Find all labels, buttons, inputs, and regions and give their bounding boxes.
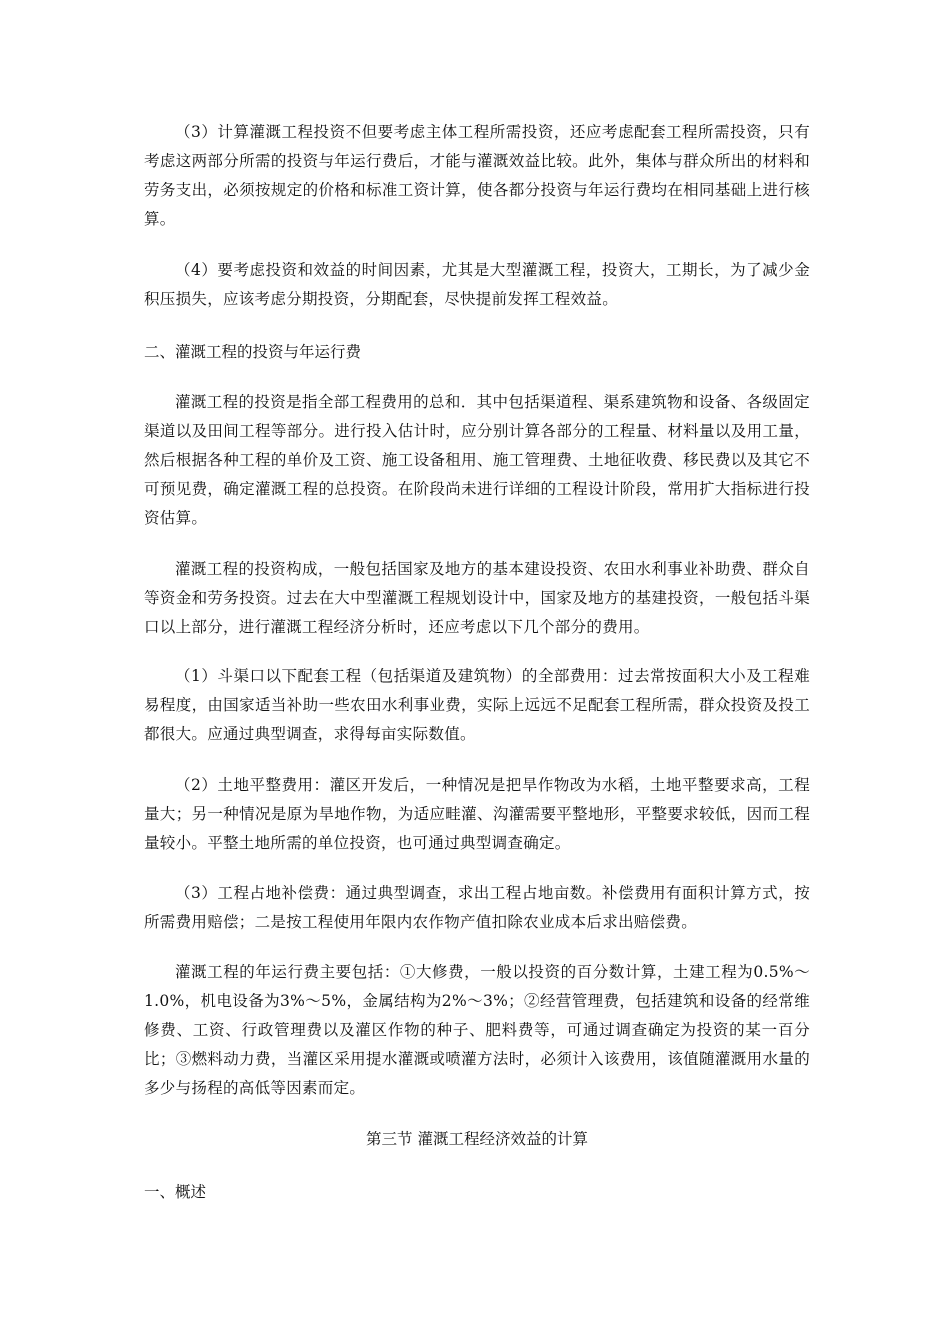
heading-investment-operating-cost: 二、灌溉工程的投资与年运行费	[144, 343, 362, 361]
subheading-overview: 一、概述	[144, 1183, 207, 1201]
paragraph-investment-calc: （3）计算灌溉工程投资不但要考虑主体工程所需投资，还应考虑配套工程所需投资，只有考虑这两部分所需的投资与年运行费后，才能与灌溉效益比较。此外，集体与群众所出的材料和劳务支出，必须按规定的价格和标准工资计算，使各都分投资与年运行费均在相同基础上进行核算。	[144, 123, 810, 228]
paragraph-annual-operating-cost: 灌溉工程的年运行费主要包括：①大修费，一般以投资的百分数计算，土建工程为0.5%～1.0%，机电设备为3%～5%，金属结构为2%～3%；②经营管理费，包括建筑和设备的经常维修费、工资、行政管理费以及灌区作物的种子、肥料费等，可通过调查确定为投资的某一百分比；③燃料动力费，当灌区采用提水灌溉或喷灌方法时，必须计入该费用，该值随灌溉用水量的多少与扬程的高低等因素而定。	[144, 963, 810, 1097]
paragraph-supporting-works: （1）斗渠口以下配套工程（包括渠道及建筑物）的全部费用：过去常按面积大小及工程难易程度，由国家适当补助一些农田水利事业费，实际上远远不足配套工程所需，群众投资及投工都很大。应通过典型调查，求得每亩实际数值。	[144, 667, 810, 743]
paragraph-land-compensation: （3）工程占地补偿费：通过典型调查，求出工程占地亩数。补偿费用有面积计算方式，按所需费用赔偿；二是按工程使用年限内农作物产值扣除农业成本后求出赔偿费。	[144, 884, 810, 931]
paragraph-investment-definition: 灌溉工程的投资是指全部工程费用的总和．其中包括渠道程、渠系建筑物和设备、各级固定渠道以及田间工程等部分。进行投入估计时，应分别计算各部分的工程量、材料量以及用工量，然后根据各种工程的单价及工资、施工设备租用、施工管理费、土地征收费、移民费以及其它不可预见费，确定灌溉工程的总投资。在阶段尚未进行详细的工程设计阶段，常用扩大指标进行投资估算。	[144, 393, 810, 527]
paragraph-time-factor: （4）要考虑投资和效益的时间因素，尤其是大型灌溉工程，投资大，工期长，为了减少金积压损失，应该考虑分期投资，分期配套，尽快提前发挥工程效益。	[144, 261, 810, 308]
section-title: 第三节 灌溉工程经济效益的计算	[366, 1130, 588, 1148]
paragraph-investment-composition: 灌溉工程的投资构成，一般包括国家及地方的基本建设投资、农田水利事业补助费、群众自等资金和劳务投资。过去在大中型灌溉工程规划设计中，国家及地方的基建投资，一般包括斗渠口以上部分，进行灌溉工程经济分析时，还应考虑以下几个部分的费用。	[144, 560, 810, 636]
paragraph-land-levelling: （2）土地平整费用：灌区开发后，一种情况是把旱作物改为水稻，土地平整要求高，工程量大；另一种情况是原为旱地作物，为适应畦灌、沟灌需要平整地形，平整要求较低，因而工程量较小。平整土地所需的单位投资，也可通过典型调查确定。	[144, 776, 810, 852]
